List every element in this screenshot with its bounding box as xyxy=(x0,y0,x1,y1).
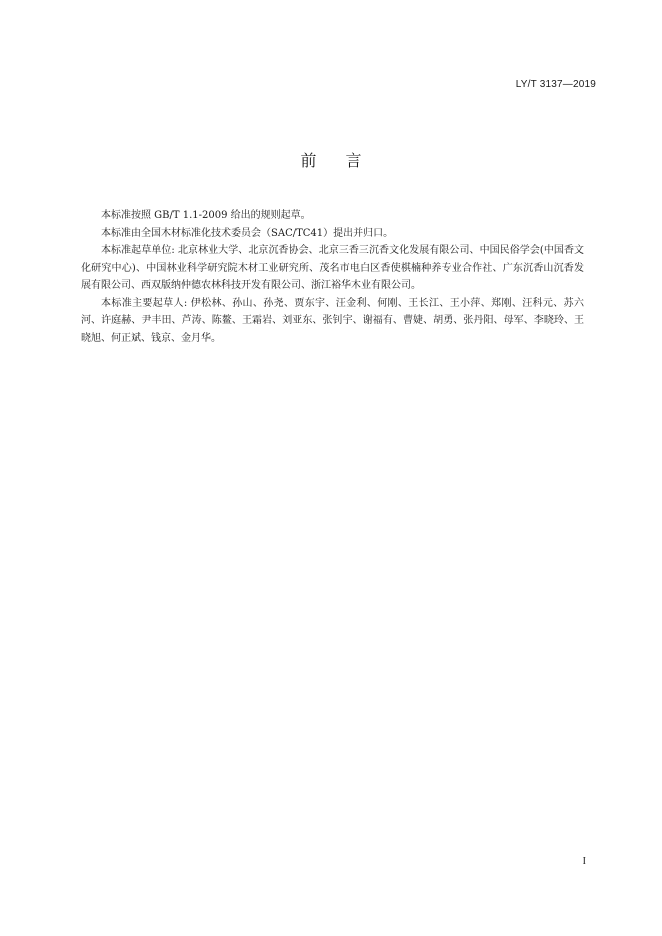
paragraph-drafting-units: 本标准起草单位: 北京林业大学、北京沉香协会、北京三香三沉香文化发展有限公司、中国民俗学会(中国香文化研究中心)、中国林业科学研究院木材工业研究所、茂名市电白区香使棋楠种养专业合作社、广东沉香山沉香发展有限公司、西双版纳仲德农林科技开发有限公司、浙江裕华木业有限公司。 xyxy=(81,245,584,291)
standard-number: LY/T 3137—2019 xyxy=(515,79,596,90)
paragraph-drafting-rules: 本标准按照 GB/T 1.1-2009 给出的规则起草。 xyxy=(101,210,311,221)
paragraph-proposer: 本标准由全国木材标准化技术委员会（SAC/TC41）提出并归口。 xyxy=(101,227,394,239)
page-title: 前 言 xyxy=(300,151,374,170)
foreword-body xyxy=(81,207,584,347)
paragraph-main-drafters: 本标准主要起草人: 伊松林、孙山、孙尧、贾东宇、汪金利、何刚、王长江、王小萍、郑刚、汪科元、苏六河、许庭赫、尹丰田、芦涛、陈鳌、王霜岩、刘亚东、张钊宇、谢福有、曹婕、胡勇、张丹阳、母军、李晓玲、王晓旭、何正斌、钱京、金月华。 xyxy=(81,297,584,344)
page-number: I xyxy=(582,856,586,867)
